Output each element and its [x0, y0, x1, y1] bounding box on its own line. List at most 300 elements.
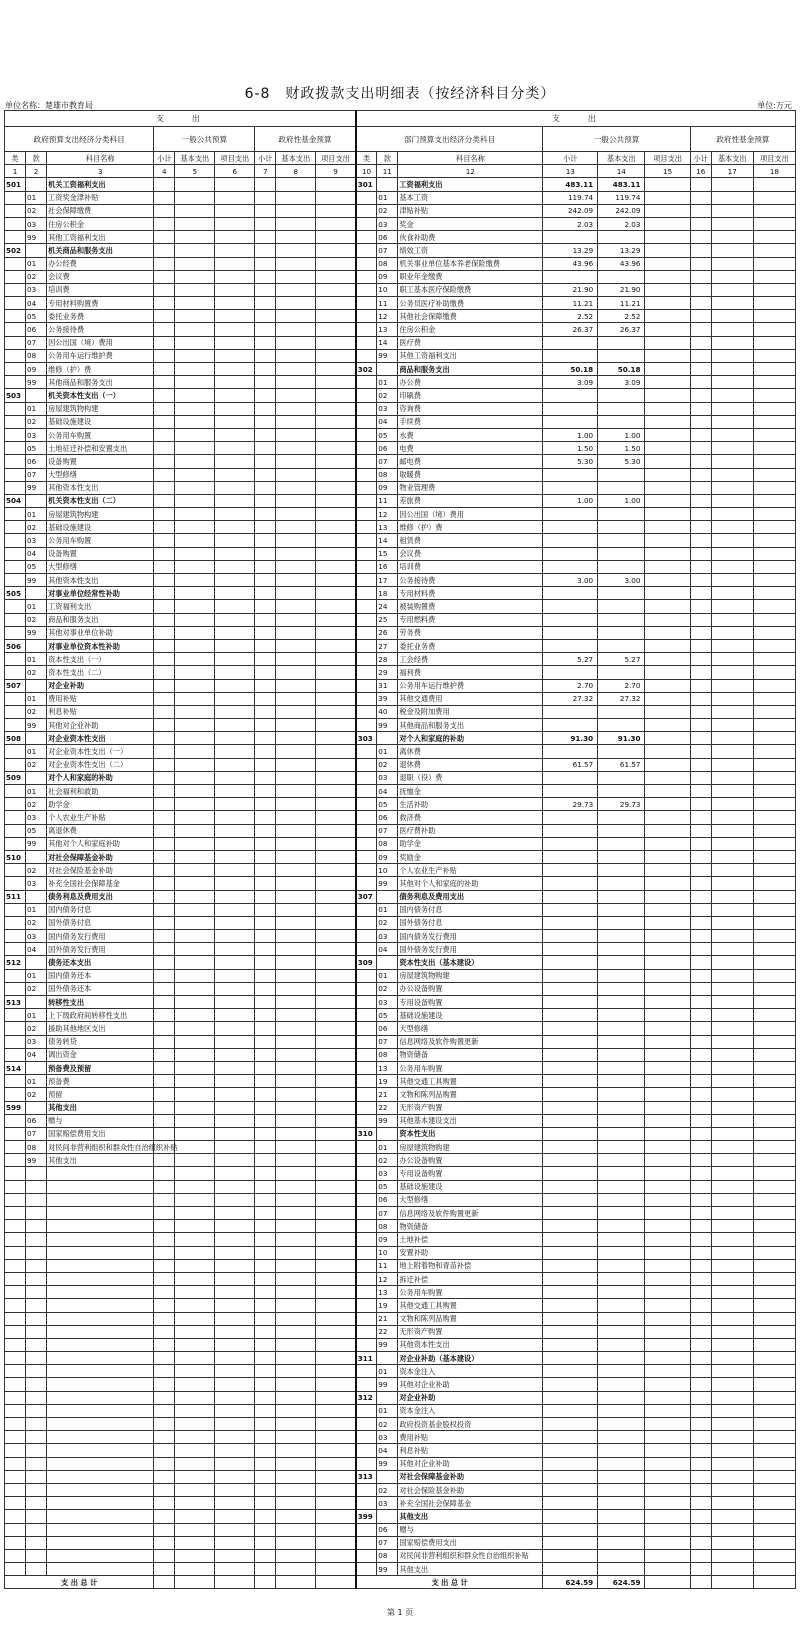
- left-item-name: [47, 1497, 154, 1510]
- left-amount-cell: [154, 1154, 175, 1167]
- right-basic-value: [598, 903, 645, 916]
- right-subtotal-value: [543, 1431, 598, 1444]
- table-row: [5, 349, 796, 362]
- left-amount-cell: [316, 494, 356, 507]
- right-amount-cell: [753, 758, 795, 771]
- left-amount-cell: [215, 1312, 255, 1325]
- right-amount-cell: [753, 1167, 795, 1180]
- right-amount-cell: [753, 1536, 795, 1549]
- left-amount-cell: [215, 1444, 255, 1457]
- table-row: [5, 785, 796, 798]
- left-amount-cell: [215, 811, 255, 824]
- left-amount-cell: [154, 494, 175, 507]
- right-kuan-code: 07: [377, 824, 398, 837]
- left-kuan-code: 07: [26, 468, 47, 481]
- left-amount-cell: [154, 1510, 175, 1523]
- left-amount-cell: [154, 415, 175, 428]
- right-amount-cell: [711, 1470, 753, 1483]
- right-amount-cell: [645, 415, 690, 428]
- left-amount-cell: [316, 217, 356, 230]
- left-amount-cell: [276, 1022, 316, 1035]
- left-amount-cell: [316, 1061, 356, 1074]
- left-amount-cell: [316, 1338, 356, 1351]
- right-amount-cell: [690, 1510, 711, 1523]
- right-lei-code: [356, 1365, 377, 1378]
- right-subtotal-value: [543, 415, 598, 428]
- right-amount-cell: [711, 455, 753, 468]
- right-subtotal-value: [543, 1404, 598, 1417]
- left-amount-cell: [316, 1510, 356, 1523]
- left-amount-cell: [175, 1246, 215, 1259]
- right-subtotal-value: 13.29: [543, 244, 598, 257]
- right-amount-cell: [645, 824, 690, 837]
- right-amount-cell: [690, 982, 711, 995]
- table-row: [5, 1193, 796, 1206]
- right-item-name: 费用补贴: [398, 1431, 543, 1444]
- right-amount-cell: [753, 653, 795, 666]
- left-amount-cell: [255, 1563, 276, 1576]
- left-amount-cell: [276, 1352, 316, 1365]
- left-lei-code: [5, 1048, 26, 1061]
- left-amount-cell: [175, 297, 215, 310]
- left-amount-cell: [316, 996, 356, 1009]
- left-amount-cell: [316, 1325, 356, 1338]
- right-subtotal-value: [543, 587, 598, 600]
- left-amount-cell: [255, 1114, 276, 1127]
- right-amount-cell: [711, 1272, 753, 1285]
- page-number: 第 1 页: [386, 1608, 414, 1617]
- right-amount-cell: [645, 1207, 690, 1220]
- right-amount-cell: [753, 442, 795, 455]
- right-subtotal-value: 27.32: [543, 692, 598, 705]
- left-item-name: 其他商品和服务支出: [47, 376, 154, 389]
- left-kuan-code: [26, 850, 47, 863]
- right-amount-cell: [645, 705, 690, 718]
- right-kuan-code: 14: [377, 336, 398, 349]
- right-amount-cell: [711, 1365, 753, 1378]
- right-subtotal-value: [543, 1378, 598, 1391]
- left-item-name: 资本性支出（一）: [47, 653, 154, 666]
- right-basic-value: [598, 1470, 645, 1483]
- right-item-name: 其他基本建设支出: [398, 1114, 543, 1127]
- left-lei-code: [5, 745, 26, 758]
- col-lei: 类: [356, 152, 377, 165]
- right-kuan-code: 03: [377, 1497, 398, 1510]
- right-subtotal-value: [543, 231, 598, 244]
- right-amount-cell: [690, 1220, 711, 1233]
- right-amount-cell: [645, 178, 690, 191]
- left-amount-cell: [255, 1075, 276, 1088]
- left-kuan-code: 99: [26, 481, 47, 494]
- right-kuan-code: 02: [377, 982, 398, 995]
- left-lei-code: [5, 1378, 26, 1391]
- left-amount-cell: [316, 824, 356, 837]
- left-amount-cell: [316, 1312, 356, 1325]
- right-amount-cell: [645, 811, 690, 824]
- right-kuan-code: 04: [377, 785, 398, 798]
- right-amount-cell: [753, 481, 795, 494]
- left-amount-cell: [175, 442, 215, 455]
- right-amount-cell: [753, 1286, 795, 1299]
- left-kuan-code: [26, 1286, 47, 1299]
- right-basic-value: [598, 824, 645, 837]
- right-basic-value: 5.27: [598, 653, 645, 666]
- left-amount-cell: [175, 1207, 215, 1220]
- right-amount-cell: [711, 547, 753, 560]
- right-kuan-code: 25: [377, 613, 398, 626]
- right-subtotal-value: [543, 705, 598, 718]
- table-row: [5, 521, 796, 534]
- left-amount-cell: [154, 903, 175, 916]
- table-row: [5, 178, 796, 191]
- right-amount-cell: [690, 613, 711, 626]
- right-lei-code: [356, 442, 377, 455]
- right-amount-cell: [690, 824, 711, 837]
- left-lei-code: [5, 468, 26, 481]
- right-amount-cell: [711, 798, 753, 811]
- right-subtotal-value: [543, 956, 598, 969]
- right-basic-value: [598, 587, 645, 600]
- left-amount-cell: [175, 191, 215, 204]
- right-item-name: 绩效工资: [398, 244, 543, 257]
- right-basic-value: [598, 1457, 645, 1470]
- right-item-name: 大型修缮: [398, 1022, 543, 1035]
- right-lei-code: [356, 402, 377, 415]
- right-item-name: 其他交通费用: [398, 692, 543, 705]
- left-kuan-code: 01: [26, 191, 47, 204]
- right-basic-value: [598, 666, 645, 679]
- left-amount-cell: [316, 1088, 356, 1101]
- left-amount-cell: [154, 1220, 175, 1233]
- left-amount-cell: [175, 679, 215, 692]
- left-kuan-code: 01: [26, 785, 47, 798]
- right-amount-cell: [690, 732, 711, 745]
- right-item-name: 职工基本医疗保险缴费: [398, 283, 543, 296]
- right-amount-cell: [645, 244, 690, 257]
- right-amount-cell: [711, 666, 753, 679]
- left-amount-cell: [316, 402, 356, 415]
- table-row: [5, 890, 796, 903]
- right-amount-cell: [690, 1549, 711, 1562]
- left-amount-cell: [255, 1549, 276, 1562]
- table-row: [5, 705, 796, 718]
- right-item-name: 信息网络及软件购置更新: [398, 1207, 543, 1220]
- left-amount-cell: [316, 705, 356, 718]
- left-lei-code: [5, 1167, 26, 1180]
- right-item-name: 信息网络及软件购置更新: [398, 1035, 543, 1048]
- right-kuan-code: 99: [377, 1378, 398, 1391]
- left-amount-cell: [316, 1048, 356, 1061]
- right-lei-code: [356, 1233, 377, 1246]
- left-amount-cell: [175, 349, 215, 362]
- left-amount-cell: [175, 1549, 215, 1562]
- left-kuan-code: [26, 1431, 47, 1444]
- right-amount-cell: [645, 1444, 690, 1457]
- left-amount-cell: [316, 468, 356, 481]
- left-amount-cell: [276, 1497, 316, 1510]
- left-amount-cell: [215, 1418, 255, 1431]
- right-amount-cell: [645, 1246, 690, 1259]
- left-amount-cell: [276, 1510, 316, 1523]
- right-subtotal-value: [543, 666, 598, 679]
- right-lei-code: [356, 930, 377, 943]
- table-row: [5, 1272, 796, 1285]
- table-row: [5, 679, 796, 692]
- left-amount-cell: [175, 996, 215, 1009]
- right-lei-code: [356, 837, 377, 850]
- left-amount-cell: [215, 798, 255, 811]
- column-number: 4: [154, 165, 175, 178]
- left-amount-cell: [215, 1563, 255, 1576]
- left-amount-cell: [276, 415, 316, 428]
- left-amount-cell: [316, 349, 356, 362]
- right-subtotal-value: [543, 1127, 598, 1140]
- left-amount-cell: [215, 389, 255, 402]
- left-amount-cell: [154, 508, 175, 521]
- left-item-name: 调出资金: [47, 1048, 154, 1061]
- left-amount-cell: [316, 666, 356, 679]
- left-amount-cell: [154, 363, 175, 376]
- right-lei-code: [356, 1075, 377, 1088]
- right-subtotal-value: 3.00: [543, 574, 598, 587]
- right-item-name: 地上附着物和青苗补偿: [398, 1259, 543, 1272]
- left-lei-code: 505: [5, 587, 26, 600]
- right-kuan-code: 10: [377, 1246, 398, 1259]
- column-number: 6: [215, 165, 255, 178]
- left-amount-cell: [215, 837, 255, 850]
- right-amount-cell: [711, 1404, 753, 1417]
- right-lei-code: [356, 639, 377, 652]
- right-amount-cell: [711, 1418, 753, 1431]
- right-kuan-code: 15: [377, 547, 398, 560]
- col-kuan: 款: [377, 152, 398, 165]
- right-amount-cell: [645, 639, 690, 652]
- right-kuan-code: 16: [377, 560, 398, 573]
- left-amount-cell: [215, 969, 255, 982]
- left-amount-cell: [154, 837, 175, 850]
- right-subtotal-value: 2.52: [543, 310, 598, 323]
- right-basic-value: [598, 1549, 645, 1562]
- left-amount-cell: [175, 336, 215, 349]
- right-subtotal-value: [543, 1035, 598, 1048]
- left-amount-cell: [154, 547, 175, 560]
- left-amount-cell: [255, 1167, 276, 1180]
- left-kuan-code: [26, 1510, 47, 1523]
- right-lei-code: [356, 1101, 377, 1114]
- right-basic-value: [598, 890, 645, 903]
- left-amount-cell: [316, 1457, 356, 1470]
- left-amount-cell: [276, 1061, 316, 1074]
- left-amount-cell: [175, 1483, 215, 1496]
- left-lei-code: [5, 1523, 26, 1536]
- left-amount-cell: [255, 798, 276, 811]
- left-item-name: 机关商品和服务支出: [47, 244, 154, 257]
- right-amount-cell: [645, 468, 690, 481]
- right-amount-cell: [711, 1207, 753, 1220]
- right-kuan-code: 13: [377, 521, 398, 534]
- left-amount-cell: [215, 785, 255, 798]
- right-subtotal-value: [543, 534, 598, 547]
- right-item-name: 公务用车运行维护费: [398, 679, 543, 692]
- right-subtotal-value: [543, 1167, 598, 1180]
- left-amount-cell: [255, 191, 276, 204]
- right-lei-code: [356, 283, 377, 296]
- left-kuan-code: 02: [26, 798, 47, 811]
- left-kuan-code: [26, 679, 47, 692]
- left-amount-cell: [215, 204, 255, 217]
- right-amount-cell: [645, 600, 690, 613]
- left-amount-cell: [175, 1352, 215, 1365]
- right-kuan-code: 14: [377, 534, 398, 547]
- left-amount-cell: [175, 468, 215, 481]
- table-row: [5, 376, 796, 389]
- left-amount-cell: [175, 864, 215, 877]
- right-basic-value: [598, 1444, 645, 1457]
- left-amount-cell: [154, 376, 175, 389]
- left-amount-cell: [175, 758, 215, 771]
- column-number: 7: [255, 165, 276, 178]
- right-amount-cell: [690, 837, 711, 850]
- right-basic-value: [598, 1141, 645, 1154]
- right-basic-value: [598, 1061, 645, 1074]
- right-item-name: 奖金: [398, 217, 543, 230]
- right-item-name: 维修（护）费: [398, 521, 543, 534]
- left-item-name: 会议费: [47, 270, 154, 283]
- table-row: [5, 1470, 796, 1483]
- right-basic-value: [598, 336, 645, 349]
- left-kuan-code: 02: [26, 758, 47, 771]
- left-amount-cell: [255, 1180, 276, 1193]
- right-lei-code: [356, 494, 377, 507]
- right-amount-cell: [711, 1075, 753, 1088]
- left-kuan-code: [26, 244, 47, 257]
- left-item-name: [47, 1378, 154, 1391]
- left-item-name: [47, 1457, 154, 1470]
- right-amount-cell: [753, 1114, 795, 1127]
- right-item-name: 咨询费: [398, 402, 543, 415]
- right-item-name: 因公出国（境）费用: [398, 508, 543, 521]
- left-amount-cell: [276, 283, 316, 296]
- right-amount-cell: [753, 257, 795, 270]
- right-kuan-code: 06: [377, 231, 398, 244]
- right-amount-cell: [753, 745, 795, 758]
- table-row: [5, 864, 796, 877]
- left-amount-cell: [276, 297, 316, 310]
- right-amount-cell: [690, 363, 711, 376]
- right-lei-code: 302: [356, 363, 377, 376]
- left-amount-cell: [215, 1127, 255, 1140]
- left-amount-cell: [316, 969, 356, 982]
- right-amount-cell: [711, 705, 753, 718]
- right-amount-cell: [753, 1576, 795, 1589]
- right-kuan-code: 01: [377, 903, 398, 916]
- right-lei-code: [356, 626, 377, 639]
- left-amount-cell: [215, 1141, 255, 1154]
- left-lei-code: [5, 574, 26, 587]
- right-item-name: 国外债务付息: [398, 916, 543, 929]
- left-amount-cell: [255, 376, 276, 389]
- right-amount-cell: [711, 1391, 753, 1404]
- left-amount-cell: [215, 1523, 255, 1536]
- left-amount-cell: [175, 257, 215, 270]
- left-amount-cell: [215, 1286, 255, 1299]
- right-amount-cell: [753, 508, 795, 521]
- right-item-name: 赠与: [398, 1523, 543, 1536]
- right-kuan-code: 01: [377, 376, 398, 389]
- left-amount-cell: [316, 257, 356, 270]
- right-amount-cell: [753, 639, 795, 652]
- left-amount-cell: [276, 178, 316, 191]
- right-kuan-code: 05: [377, 1180, 398, 1193]
- right-subtotal-value: [543, 1536, 598, 1549]
- left-amount-cell: [215, 1497, 255, 1510]
- right-lei-code: [356, 692, 377, 705]
- left-amount-cell: [255, 1299, 276, 1312]
- left-amount-cell: [316, 1431, 356, 1444]
- left-lei-code: [5, 1127, 26, 1140]
- right-amount-cell: [753, 1325, 795, 1338]
- left-amount-cell: [316, 1141, 356, 1154]
- left-amount-cell: [255, 1272, 276, 1285]
- left-amount-cell: [316, 1035, 356, 1048]
- left-item-name: 费用补贴: [47, 692, 154, 705]
- right-lei-code: [356, 811, 377, 824]
- left-kuan-code: 02: [26, 204, 47, 217]
- right-amount-cell: [690, 574, 711, 587]
- right-lei-code: [356, 336, 377, 349]
- left-amount-cell: [316, 1536, 356, 1549]
- column-number: 11: [377, 165, 398, 178]
- left-amount-cell: [154, 1246, 175, 1259]
- right-kuan-code: 03: [377, 996, 398, 1009]
- left-amount-cell: [276, 1035, 316, 1048]
- left-amount-cell: [316, 890, 356, 903]
- table-row: [5, 1259, 796, 1272]
- left-amount-cell: [316, 1365, 356, 1378]
- left-amount-cell: [316, 323, 356, 336]
- column-number: 12: [398, 165, 543, 178]
- left-amount-cell: [255, 1009, 276, 1022]
- right-basic-value: [598, 1325, 645, 1338]
- left-amount-cell: [215, 692, 255, 705]
- left-amount-cell: [316, 1246, 356, 1259]
- left-item-name: 援助其他地区支出: [47, 1022, 154, 1035]
- right-basic-value: 27.32: [598, 692, 645, 705]
- right-amount-cell: [690, 639, 711, 652]
- right-amount-cell: [645, 1391, 690, 1404]
- left-amount-cell: [175, 771, 215, 784]
- left-amount-cell: [154, 178, 175, 191]
- left-item-name: 国内债务付息: [47, 903, 154, 916]
- left-amount-cell: [215, 1272, 255, 1285]
- right-amount-cell: [711, 1510, 753, 1523]
- right-kuan-code: [377, 1391, 398, 1404]
- right-basic-value: [598, 943, 645, 956]
- right-subtotal-value: [543, 811, 598, 824]
- right-amount-cell: [711, 692, 753, 705]
- right-amount-cell: [753, 389, 795, 402]
- left-lei-code: [5, 1272, 26, 1285]
- right-subtotal-value: [543, 1272, 598, 1285]
- right-lei-code: 399: [356, 1510, 377, 1523]
- right-basic-value: 43.96: [598, 257, 645, 270]
- left-amount-cell: [215, 771, 255, 784]
- left-amount-cell: [215, 1325, 255, 1338]
- right-amount-cell: [753, 1338, 795, 1351]
- left-amount-cell: [276, 982, 316, 995]
- left-amount-cell: [276, 1365, 316, 1378]
- left-item-name: 对事业单位经常性补助: [47, 587, 154, 600]
